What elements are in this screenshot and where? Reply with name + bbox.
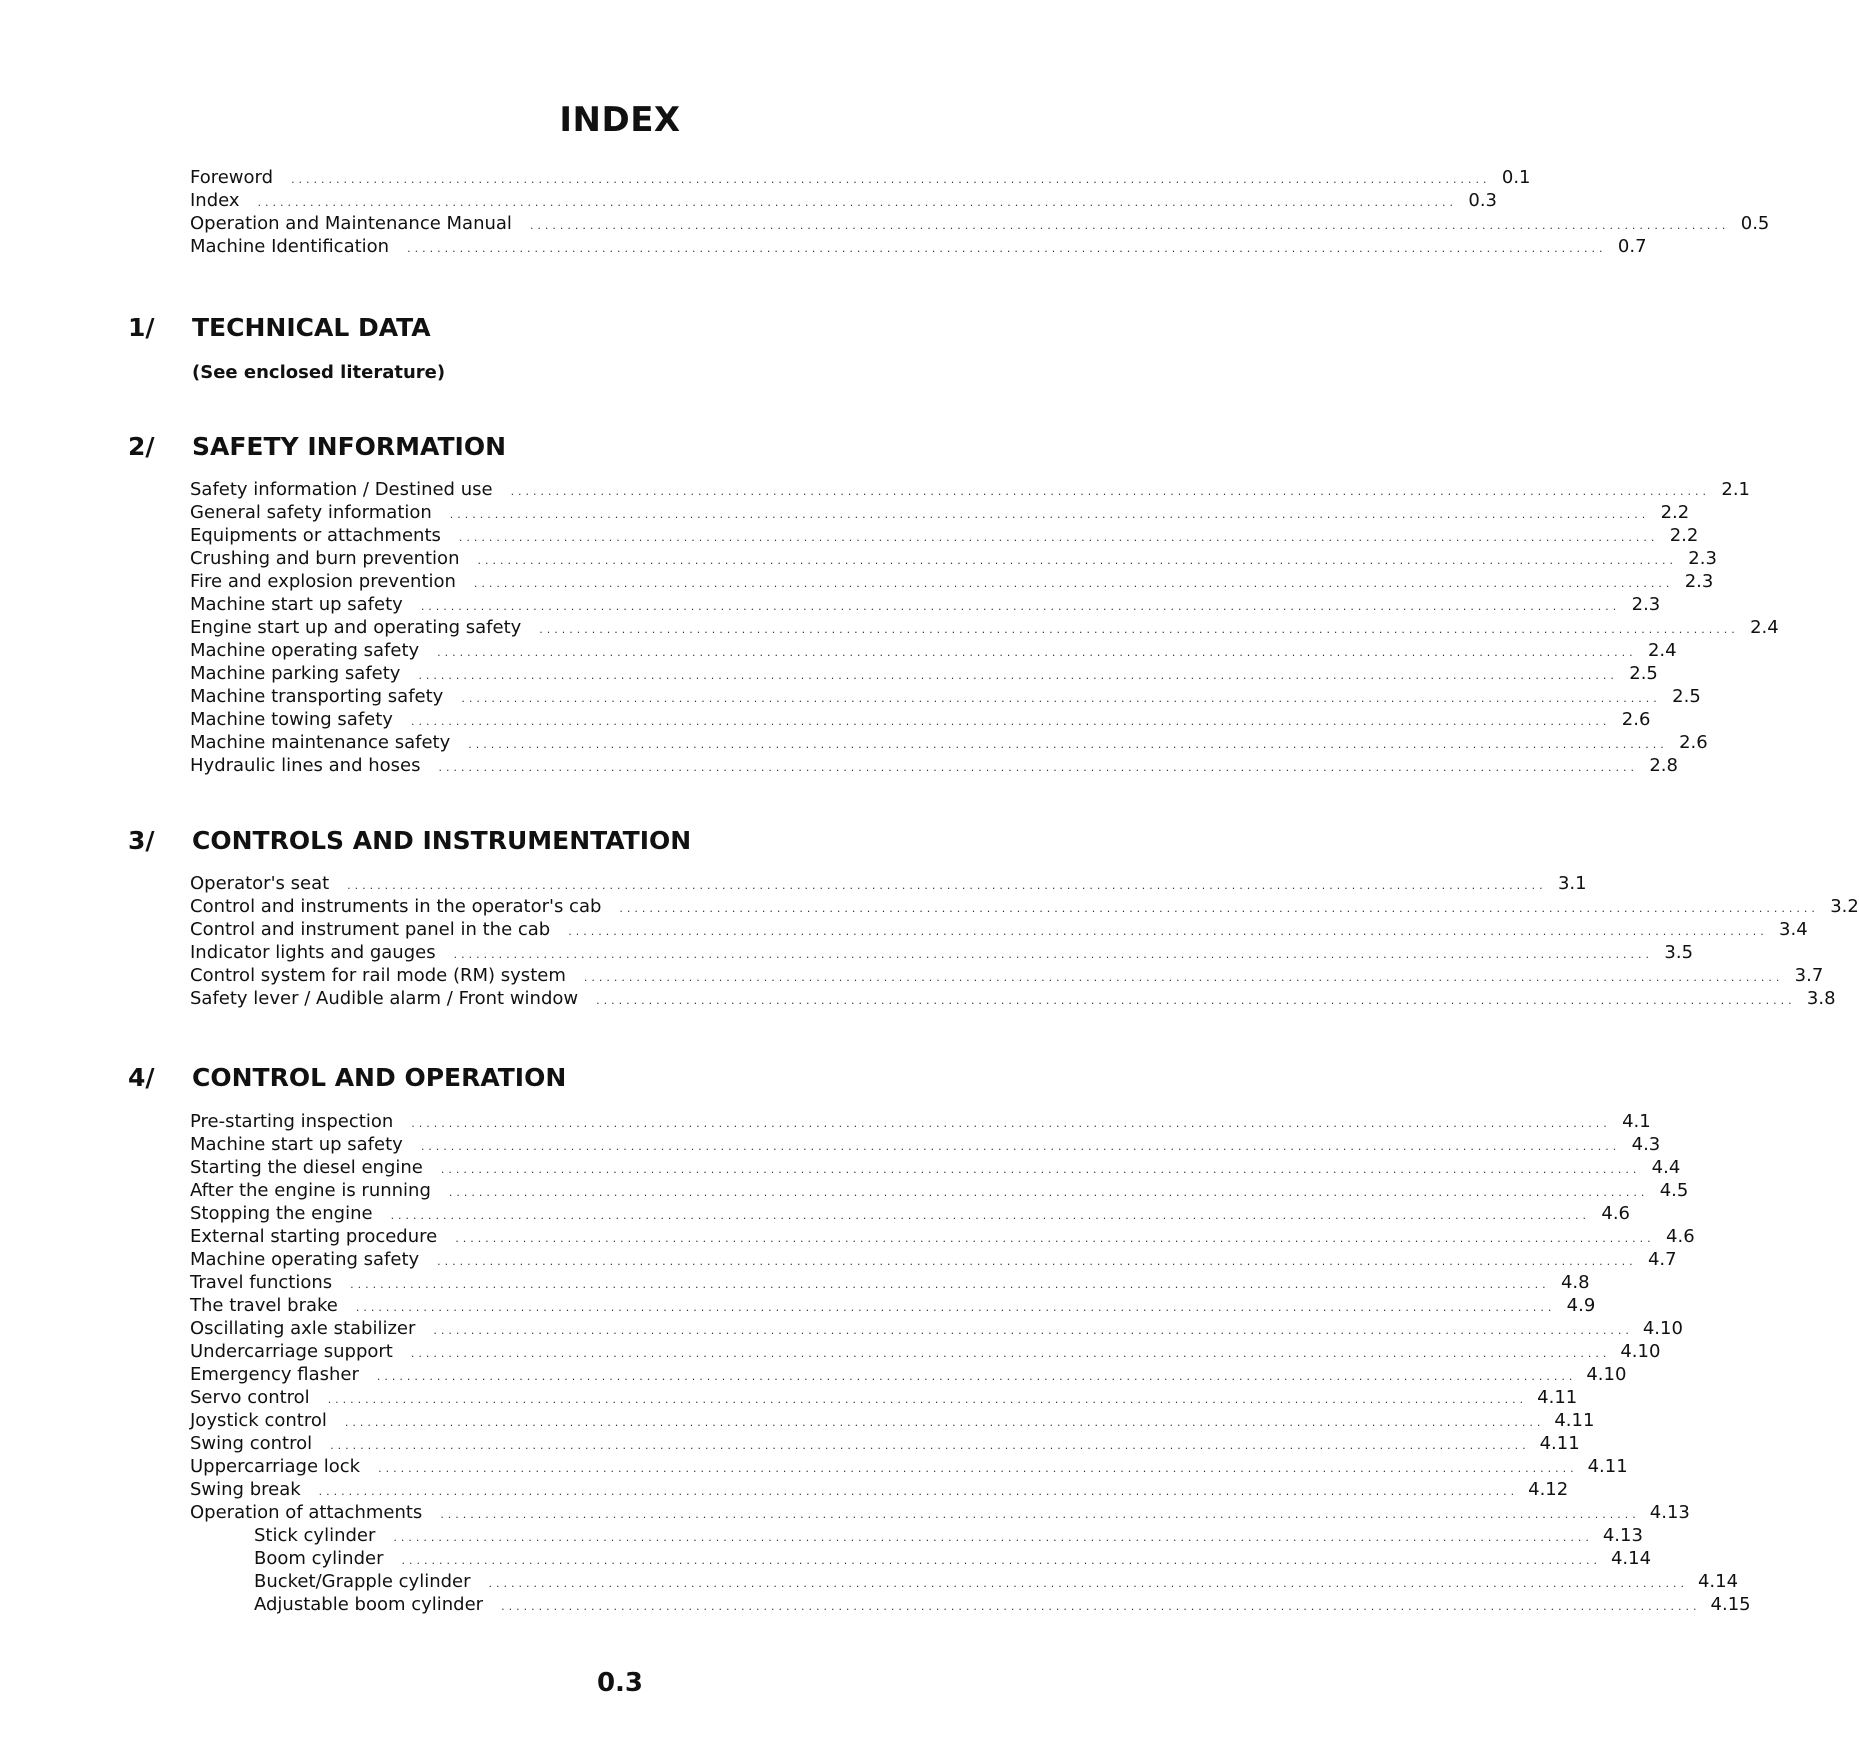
dot-leader: ................................................................................................................................................................ [418,669,1618,682]
dot-leader: ................................................................................................................................................................ [440,1163,1641,1176]
entry-page-number: 2.3 [1684,571,1714,592]
section-title: CONTROL AND OPERATION [192,1063,567,1092]
entry-page-number: 4.3 [1631,1134,1661,1155]
index-entry [190,964,1824,987]
dot-leader: ................................................................................................................................................................ [448,1186,1649,1199]
section-title: SAFETY INFORMATION [192,432,506,461]
entry-label: Swing control [190,1433,313,1454]
entry-page-number: 4.13 [1649,1502,1690,1523]
dot-leader: ................................................................................................................................................................ [420,1140,1621,1153]
dot-leader: ................................................................................................................................................................ [488,1577,1688,1590]
entry-label: Joystick control [190,1410,327,1431]
index-entry [190,1294,1596,1317]
dot-leader: ................................................................................................................................................................ [440,1508,1640,1521]
entry-page-number: 2.5 [1629,663,1658,684]
entry-page-number: 4.10 [1586,1364,1627,1385]
entry-label: Operator's seat [190,873,330,894]
entry-label: Control system for rail mode (RM) system [190,965,566,986]
dot-leader: ................................................................................................................................................................ [330,1439,1530,1452]
dot-leader: ................................................................................................................................................................ [401,1554,1601,1567]
index-entry [190,987,1836,1010]
index-entry [190,1225,1695,1248]
index-entry [190,1202,1631,1225]
entry-label: Safety information / Destined use [190,479,493,500]
entry-page-number: 4.14 [1697,1571,1739,1592]
entry-label: Machine operating safety [190,640,420,661]
index-entry [190,1133,1661,1156]
index-entry [190,1363,1627,1386]
entry-page-number: 2.1 [1721,479,1751,500]
entry-page-number: 3.2 [1830,896,1859,917]
section-number: 2/ [128,432,155,461]
entry-page-number: 3.8 [1806,988,1836,1009]
dot-leader: ................................................................................................................................................................ [378,1462,1578,1475]
dot-leader: ................................................................................................................................................................ [453,948,1654,961]
dot-leader: ................................................................................................................................................................ [433,1324,1633,1337]
entry-label: Engine start up and operating safety [190,617,522,638]
entry-page-number: 2.3 [1631,594,1661,615]
section-title: CONTROLS AND INSTRUMENTATION [192,826,692,855]
dot-leader: ................................................................................................................................................................ [473,577,1674,590]
dot-leader: ................................................................................................................................................................ [350,1278,1550,1291]
section-title: TECHNICAL DATA [192,313,431,342]
entry-page-number: 2.3 [1688,548,1717,569]
dot-leader: ................................................................................................................................................................ [393,1531,1593,1544]
dot-leader: ................................................................................................................................................................ [420,600,1621,613]
dot-leader: ................................................................................................................................................................ [318,1485,1519,1498]
entry-label: Swing break [190,1479,301,1500]
index-entry [190,166,1531,189]
entry-label: Crushing and burn prevention [190,548,460,569]
page-title: INDEX [559,100,681,140]
entry-page-number: 4.7 [1647,1249,1677,1270]
index-entry [190,478,1751,501]
dot-leader: ................................................................................................................................................................ [410,1347,1611,1360]
dot-leader: ................................................................................................................................................................ [529,219,1730,232]
entry-label: Machine transporting safety [190,686,444,707]
entry-page-number: 2.2 [1660,502,1690,523]
entry-label: Machine Identification [190,236,390,257]
dot-leader: ................................................................................................................................................................ [596,994,1796,1007]
section-note: (See enclosed literature) [192,362,446,383]
entry-label: Boom cylinder [254,1548,384,1569]
entry-label: Adjustable boom cylinder [254,1594,484,1615]
index-entry [190,1547,1652,1570]
entry-label: Machine parking safety [190,663,401,684]
entry-label: Indicator lights and gauges [190,942,436,963]
index-entry [190,1409,1595,1432]
entry-label: Index [190,190,240,211]
entry-label: Machine start up safety [190,594,403,615]
safety-entries [190,478,1779,777]
entry-label: Machine towing safety [190,709,393,730]
section-number: 4/ [128,1063,155,1092]
dot-leader: ................................................................................................................................................................ [291,173,1491,186]
entry-label: Fire and explosion prevention [190,571,456,592]
entry-page-number: 4.9 [1566,1295,1596,1316]
index-entry [190,1524,1643,1547]
index-entry [190,662,1658,685]
entry-page-number: 4.15 [1710,1594,1751,1615]
dot-leader: ................................................................................................................................................................ [583,971,1784,984]
index-entry [190,524,1699,547]
index-entry [190,1110,1651,1133]
entry-page-number: 4.8 [1560,1272,1590,1293]
dot-leader: ................................................................................................................................................................ [568,925,1768,938]
index-entry [190,1340,1661,1363]
index-entry [190,1570,1739,1593]
entry-label: General safety information [190,502,432,523]
dot-leader: ................................................................................................................................................................ [257,196,1458,209]
entry-page-number: 4.11 [1537,1387,1578,1408]
entry-label: External starting procedure [190,1226,438,1247]
entry-page-number: 4.10 [1642,1318,1683,1339]
entry-label: Starting the diesel engine [190,1157,423,1178]
dot-leader: ................................................................................................................................................................ [477,554,1677,567]
index-entry [190,1248,1677,1271]
section-number: 3/ [128,826,155,855]
index-entry [190,547,1717,570]
entry-label: Control and instruments in the operator's cab [190,896,602,917]
dot-leader: ................................................................................................................................................................ [355,1301,1556,1314]
entry-page-number: 4.1 [1622,1111,1651,1132]
entry-page-number: 3.4 [1779,919,1808,940]
index-entry [190,1156,1681,1179]
index-entry [190,754,1678,777]
entry-label: Uppercarriage lock [190,1456,361,1477]
entry-label: Machine operating safety [190,1249,420,1270]
dot-leader: ................................................................................................................................................................ [458,531,1659,544]
dot-leader: ................................................................................................................................................................ [510,485,1711,498]
entry-label: Control and instrument panel in the cab [190,919,551,940]
entry-page-number: 4.11 [1539,1433,1580,1454]
entry-page-number: 3.1 [1557,873,1587,894]
entry-page-number: 2.4 [1647,640,1677,661]
entry-label: Undercarriage support [190,1341,393,1362]
entry-page-number: 3.7 [1794,965,1824,986]
dot-leader: ................................................................................................................................................................ [461,692,1661,705]
index-entry [190,501,1690,524]
entry-label: Operation and Maintenance Manual [190,213,512,234]
intro-entries [190,166,1770,258]
index-entry [190,1455,1628,1478]
dot-leader: ................................................................................................................................................................ [438,761,1638,774]
entry-page-number: 3.5 [1664,942,1694,963]
index-entry [190,1593,1751,1616]
entry-label: Bucket/Grapple cylinder [254,1571,471,1592]
controls-entries [190,872,1859,1010]
index-entry [190,731,1708,754]
index-entry [190,708,1651,731]
index-entry [190,1478,1569,1501]
dot-leader: ................................................................................................................................................................ [437,646,1637,659]
dot-leader: ................................................................................................................................................................ [410,715,1611,728]
entry-page-number: 4.6 [1601,1203,1631,1224]
entry-label: After the engine is running [190,1180,431,1201]
dot-leader: ................................................................................................................................................................ [347,879,1547,892]
index-entry [190,189,1498,212]
section-number: 1/ [128,313,155,342]
entry-page-number: 4.6 [1666,1226,1695,1247]
index-entry [190,570,1714,593]
index-entry [190,593,1661,616]
index-entry [190,1271,1590,1294]
entry-label: Foreword [190,167,274,188]
entry-page-number: 2.4 [1750,617,1779,638]
index-entry [190,235,1647,258]
entry-page-number: 4.5 [1659,1180,1689,1201]
dot-leader: ................................................................................................................................................................ [376,1370,1577,1383]
entry-page-number: 2.6 [1679,732,1708,753]
dot-leader: ................................................................................................................................................................ [449,508,1650,521]
index-entry [190,639,1677,662]
index-entry [190,941,1694,964]
entry-page-number: 4.10 [1620,1341,1661,1362]
entry-page-number: 4.11 [1587,1456,1628,1477]
index-entry [190,1386,1578,1409]
entry-page-number: 4.14 [1610,1548,1652,1569]
index-entry [190,872,1587,895]
index-entry [190,685,1701,708]
dot-leader: ................................................................................................................................................................ [407,242,1607,255]
index-entry [190,895,1859,918]
index-entry [190,918,1808,941]
entry-page-number: 2.8 [1649,755,1678,776]
entry-page-number: 0.1 [1501,167,1531,188]
entry-page-number: 0.5 [1740,213,1770,234]
dot-leader: ................................................................................................................................................................ [437,1255,1637,1268]
entry-label: The travel brake [190,1295,338,1316]
entry-label: Oscillating axle stabilizer [190,1318,416,1339]
entry-label: Machine maintenance safety [190,732,451,753]
entry-label: Safety lever / Audible alarm / Front window [190,988,579,1009]
dot-leader: ................................................................................................................................................................ [344,1416,1545,1429]
entry-page-number: 4.11 [1554,1410,1595,1431]
entry-label: Equipments or attachments [190,525,441,546]
dot-leader: ................................................................................................................................................................ [619,902,1819,915]
entry-label: Stick cylinder [254,1525,376,1546]
entry-page-number: 2.2 [1669,525,1699,546]
entry-page-number: 4.12 [1528,1479,1569,1500]
entry-label: Machine start up safety [190,1134,403,1155]
dot-leader: ................................................................................................................................................................ [390,1209,1591,1222]
entry-label: Emergency flasher [190,1364,359,1385]
index-entry [190,1317,1683,1340]
dot-leader: ................................................................................................................................................................ [539,623,1739,636]
dot-leader: ................................................................................................................................................................ [327,1393,1528,1406]
entry-label: Stopping the engine [190,1203,373,1224]
dot-leader: ................................................................................................................................................................ [455,1232,1655,1245]
page-number: 0.3 [596,1668,644,1698]
index-entry [190,616,1779,639]
entry-label: Pre-starting inspection [190,1111,394,1132]
index-entry [190,1501,1690,1524]
entry-label: Operation of attachments [190,1502,423,1523]
entry-page-number: 4.4 [1651,1157,1681,1178]
entry-page-number: 2.6 [1621,709,1651,730]
dot-leader: ................................................................................................................................................................ [501,1600,1701,1613]
entry-label: Hydraulic lines and hoses [190,755,421,776]
operation-entries [190,1110,1751,1616]
dot-leader: ................................................................................................................................................................ [411,1117,1611,1130]
entry-label: Travel functions [190,1272,333,1293]
index-entry [190,212,1770,235]
entry-page-number: 2.5 [1672,686,1701,707]
entry-page-number: 0.7 [1617,236,1647,257]
index-entry [190,1432,1580,1455]
entry-label: Servo control [190,1387,310,1408]
index-entry [190,1179,1689,1202]
entry-page-number: 4.13 [1602,1525,1643,1546]
dot-leader: ................................................................................................................................................................ [468,738,1668,751]
entry-page-number: 0.3 [1468,190,1498,211]
